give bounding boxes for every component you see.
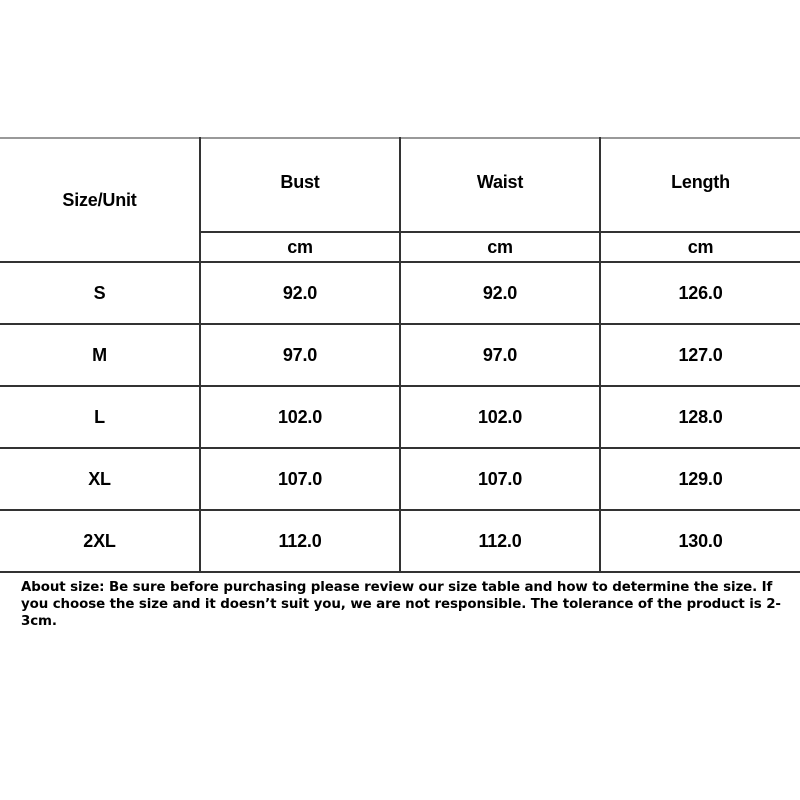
waist-cell: 102.0 (400, 386, 600, 448)
size-disclaimer-note: About size: Be sure before purchasing please review our size table and how to determine the size. If you choose the size and it doesn’t suit you, we are not responsible. The tolerance of the product is 2-3cm. (21, 580, 781, 629)
bust-cell: 97.0 (200, 324, 400, 386)
bust-cell: 92.0 (200, 262, 400, 324)
header-row (0, 138, 800, 232)
waist-unit: cm (400, 232, 600, 262)
bust-cell: 102.0 (200, 386, 400, 448)
size-cell: M (0, 324, 200, 386)
bust-header: Bust (200, 138, 400, 232)
waist-cell: 92.0 (400, 262, 600, 324)
table-row-s (0, 262, 800, 324)
waist-cell: 107.0 (400, 448, 600, 510)
size-cell: XL (0, 448, 200, 510)
table-row-m (0, 324, 800, 386)
length-cell: 130.0 (600, 510, 800, 572)
length-cell: 126.0 (600, 262, 800, 324)
bust-cell: 107.0 (200, 448, 400, 510)
waist-header: Waist (400, 138, 600, 232)
size-unit-header: Size/Unit (0, 138, 200, 262)
size-cell: S (0, 262, 200, 324)
length-cell: 128.0 (600, 386, 800, 448)
table-row-l (0, 386, 800, 448)
table-row-2xl (0, 510, 800, 572)
table-row-xl (0, 448, 800, 510)
length-header: Length (600, 138, 800, 232)
waist-cell: 112.0 (400, 510, 600, 572)
size-chart-table (0, 137, 800, 573)
size-cell: 2XL (0, 510, 200, 572)
waist-cell: 97.0 (400, 324, 600, 386)
bust-cell: 112.0 (200, 510, 400, 572)
size-cell: L (0, 386, 200, 448)
length-cell: 129.0 (600, 448, 800, 510)
length-cell: 127.0 (600, 324, 800, 386)
bust-unit: cm (200, 232, 400, 262)
length-unit: cm (600, 232, 800, 262)
